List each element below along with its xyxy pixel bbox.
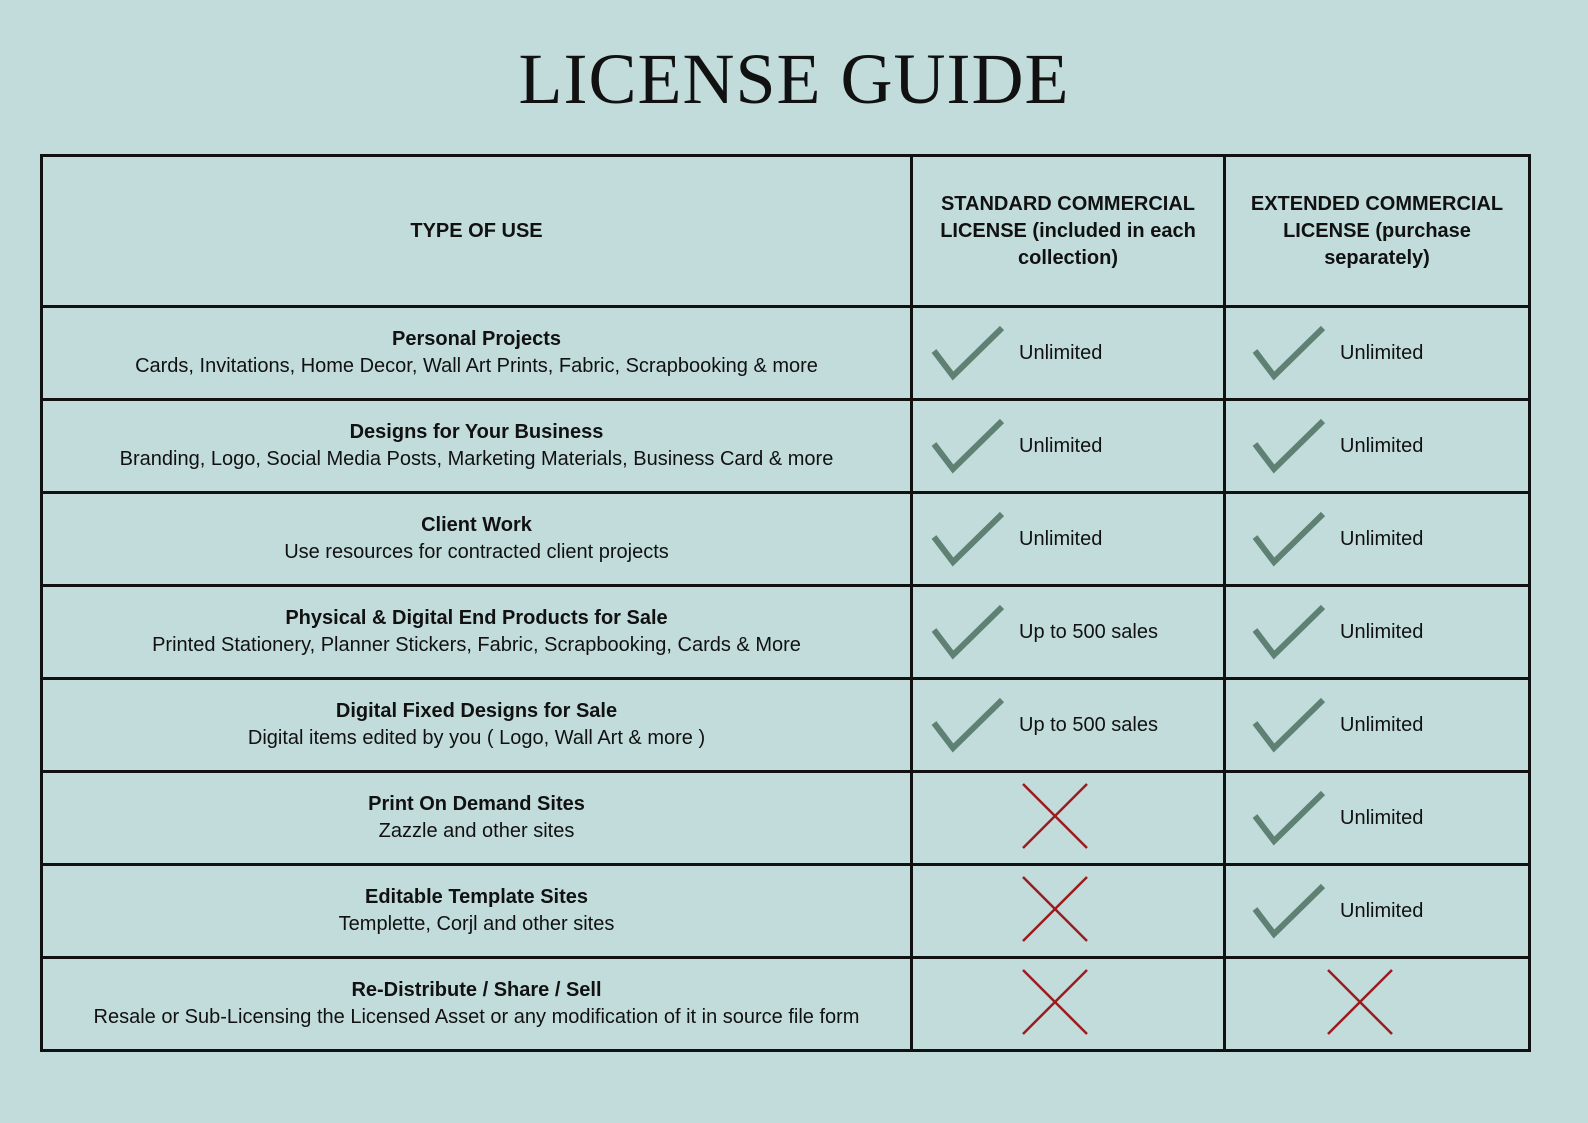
page-title: LICENSE GUIDE [518,39,1070,119]
extended-license-cell [1226,401,1528,491]
checkmark-icon [931,418,1005,474]
license-table [40,154,1531,1052]
type-of-use-cell [43,959,913,1049]
use-title: Personal Projects [392,328,561,350]
standard-license-cell [913,494,1226,584]
table-row [43,956,1528,1049]
type-of-use-cell [43,401,913,491]
checkmark-icon [1252,418,1326,474]
standard-license-cell [913,959,1226,1049]
type-of-use-cell [43,494,913,584]
table-header-row [43,157,1528,305]
checkmark-icon [931,697,1005,753]
type-of-use-cell [43,308,913,398]
type-of-use-cell [43,587,913,677]
extended-status-label: Unlimited [1340,341,1424,364]
table-row [43,584,1528,677]
extended-status-label: Unlimited [1340,806,1424,829]
table-row [43,677,1528,770]
use-title: Digital Fixed Designs for Sale [335,700,618,722]
checkmark-icon [1252,325,1326,381]
standard-license-cell [913,308,1226,398]
standard-status-label: Unlimited [1019,527,1103,550]
type-of-use-cell [43,866,913,956]
cross-icon [1326,968,1394,1041]
table-row [43,491,1528,584]
checkmark-icon [1252,790,1326,846]
extended-license-cell [1226,587,1528,677]
use-title: Print On Demand Sites [368,793,585,815]
use-title: Designs for Your Business [349,421,604,443]
checkmark-icon [1252,604,1326,660]
header-type-of-use [43,157,913,305]
checkmark-icon [1252,697,1326,753]
checkmark-icon [931,511,1005,567]
use-description: Branding, Logo, Social Media Posts, Marketing Materials, Business Card & more [119,448,834,470]
use-title: Editable Template Sites [364,886,589,908]
standard-license-cell [913,866,1226,956]
standard-status-label: Unlimited [1019,341,1103,364]
header-standard-license-label: STANDARD COMMERCIAL LICENSE (included in each collection) [940,192,1196,269]
extended-status-label: Unlimited [1340,434,1424,457]
checkmark-icon [1252,511,1326,567]
standard-status-label: Up to 500 sales [1019,713,1158,736]
extended-license-cell [1226,773,1528,863]
use-description: Digital items edited by you ( Logo, Wall Art & more ) [247,727,706,749]
cross-icon [1021,782,1089,855]
checkmark-icon [931,325,1005,381]
standard-status-label: Unlimited [1019,434,1103,457]
standard-status-label: Up to 500 sales [1019,620,1158,643]
header-extended-license-label: EXTENDED COMMERCIAL LICENSE (purchase separately) [1250,192,1504,269]
checkmark-icon [931,604,1005,660]
extended-status-label: Unlimited [1340,713,1424,736]
extended-status-label: Unlimited [1340,899,1424,922]
extended-license-cell [1226,959,1528,1049]
checkmark-icon [1252,883,1326,939]
use-description: Use resources for contracted client projects [284,541,669,563]
standard-license-cell [913,587,1226,677]
standard-license-cell [913,401,1226,491]
use-title: Client Work [421,514,532,536]
table-row [43,305,1528,398]
type-of-use-cell [43,680,913,770]
use-description: Cards, Invitations, Home Decor, Wall Art Prints, Fabric, Scrapbooking & more [135,355,818,377]
header-extended-license [1226,157,1528,305]
table-row [43,770,1528,863]
use-description: Zazzle and other sites [378,820,575,842]
standard-license-cell [913,773,1226,863]
use-description: Printed Stationery, Planner Stickers, Fabric, Scrapbooking, Cards & More [152,634,801,656]
cross-icon [1021,968,1089,1041]
extended-license-cell [1226,494,1528,584]
header-standard-license [913,157,1226,305]
extended-status-label: Unlimited [1340,527,1424,550]
use-description: Templette, Corjl and other sites [338,913,615,935]
table-row [43,398,1528,491]
table-row [43,863,1528,956]
extended-license-cell [1226,866,1528,956]
use-title: Physical & Digital End Products for Sale [285,607,668,629]
extended-license-cell [1226,308,1528,398]
type-of-use-cell [43,773,913,863]
standard-license-cell [913,680,1226,770]
extended-status-label: Unlimited [1340,620,1424,643]
use-title: Re-Distribute / Share / Sell [351,979,602,1001]
cross-icon [1021,875,1089,948]
extended-license-cell [1226,680,1528,770]
use-description: Resale or Sub-Licensing the Licensed Asset or any modification of it in source file form [93,1006,860,1028]
header-type-of-use-label: TYPE OF USE [410,219,543,242]
